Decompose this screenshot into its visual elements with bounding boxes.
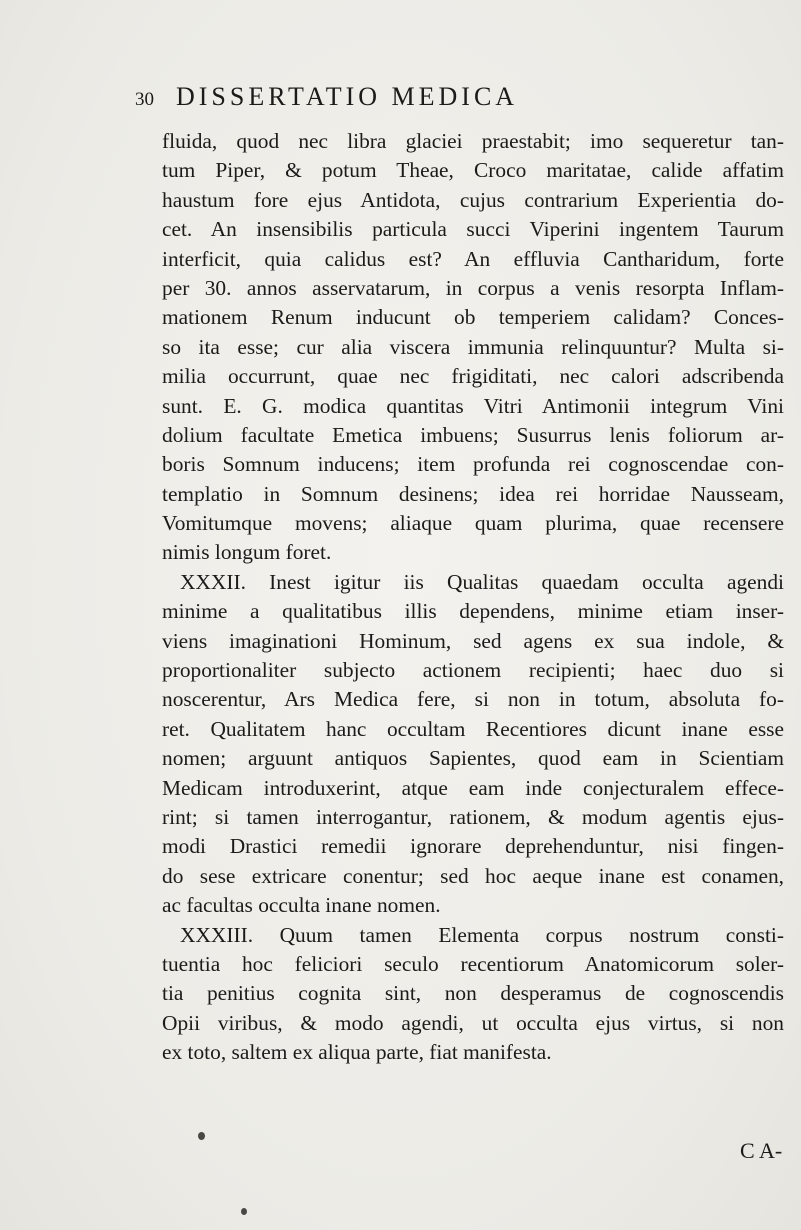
text-line: XXXII. Inest igitur iis Qualitas quaedam occulta agendi [180, 569, 784, 594]
ink-spot [241, 1208, 247, 1215]
text-line: nomen; arguunt antiquos Sapientes, quod eam in Scientiam [162, 746, 784, 771]
text-line: XXXIII. Quum tamen Elementa corpus nostrum consti- [180, 922, 784, 947]
running-head [135, 82, 675, 116]
text-line: modi Drastici remedii ignorare deprehenduntur, nisi fingen- [162, 834, 784, 859]
text-line: ex toto, saltem ex aliqua parte, fiat manifesta. [162, 1040, 552, 1065]
text-line: tuentia hoc feliciori seculo recentiorum Anatomicorum soler- [162, 951, 784, 976]
text-line: proportionaliter subjecto actionem recipienti; haec duo si [162, 658, 784, 683]
text-line: noscerentur, Ars Medica fere, si non in totum, absoluta fo- [162, 687, 784, 712]
text-line: mationem Renum inducunt ob temperiem calidam? Conces- [162, 305, 784, 330]
text-line: sunt. E. G. modica quantitas Vitri Antimonii integrum Vini [162, 393, 784, 418]
text-line: tum Piper, & potum Theae, Croco maritatae, calide affatim [162, 158, 784, 183]
ink-spot [198, 1132, 205, 1140]
text-line: tia penitius cognita sint, non desperamus de cognoscendis [162, 981, 784, 1006]
text-line: haustum fore ejus Antidota, cujus contrarium Experientia do- [162, 187, 784, 212]
text-line: so ita esse; cur alia viscera immunia relinquuntur? Multa si- [162, 334, 784, 359]
text-line: boris Somnum inducens; item profunda rei cognoscendae con- [162, 452, 784, 477]
text-line: dolium facultate Emetica imbuens; Susurrus lenis foliorum ar- [162, 422, 784, 447]
text-line: milia occurrunt, quae nec frigiditati, nec calori adscribenda [162, 364, 784, 389]
text-line: do sese extricare conentur; sed hoc aeque inane est conamen, [162, 863, 784, 888]
body-text [162, 127, 784, 1068]
text-line: Medicam introduxerint, atque eam inde conjecturalem effece- [162, 775, 784, 800]
text-line: cet. An insensibilis particula succi Viperini ingentem Taurum [162, 217, 784, 242]
text-line: minime a qualitatibus illis dependens, minime etiam inser- [162, 599, 784, 624]
text-line: Vomitumque movens; aliaque quam plurima, quae recensere [162, 511, 784, 536]
text-line: interficit, quia calidus est? An effluvia Cantharidum, forte [162, 246, 784, 271]
text-line: viens imaginationi Hominum, sed agens ex sua indole, & [162, 628, 784, 653]
text-line: fluida, quod nec libra glaciei praestabit; imo sequeretur tan- [162, 129, 784, 153]
page-number: 30 [135, 89, 154, 110]
text-line: Opii viribus, & modo agendi, ut occulta ejus virtus, si non [162, 1010, 784, 1035]
text-line: templatio in Somnum desinens; idea rei horridae Nausseam, [162, 481, 784, 506]
catchword: C A- [740, 1138, 783, 1163]
text-line: rint; si tamen interrogantur, rationem, & modum agentis ejus- [162, 804, 784, 829]
text-line: per 30. annos asservatarum, in corpus a venis resorpta Inflam- [162, 275, 784, 300]
text-line: nimis longum foret. [162, 540, 332, 565]
text-line: ac facultas occulta inane nomen. [162, 893, 441, 918]
running-title: DISSERTATIO MEDICA [176, 82, 519, 111]
text-line: ret. Qualitatem hanc occultam Recentiores dicunt inane esse [162, 716, 784, 741]
